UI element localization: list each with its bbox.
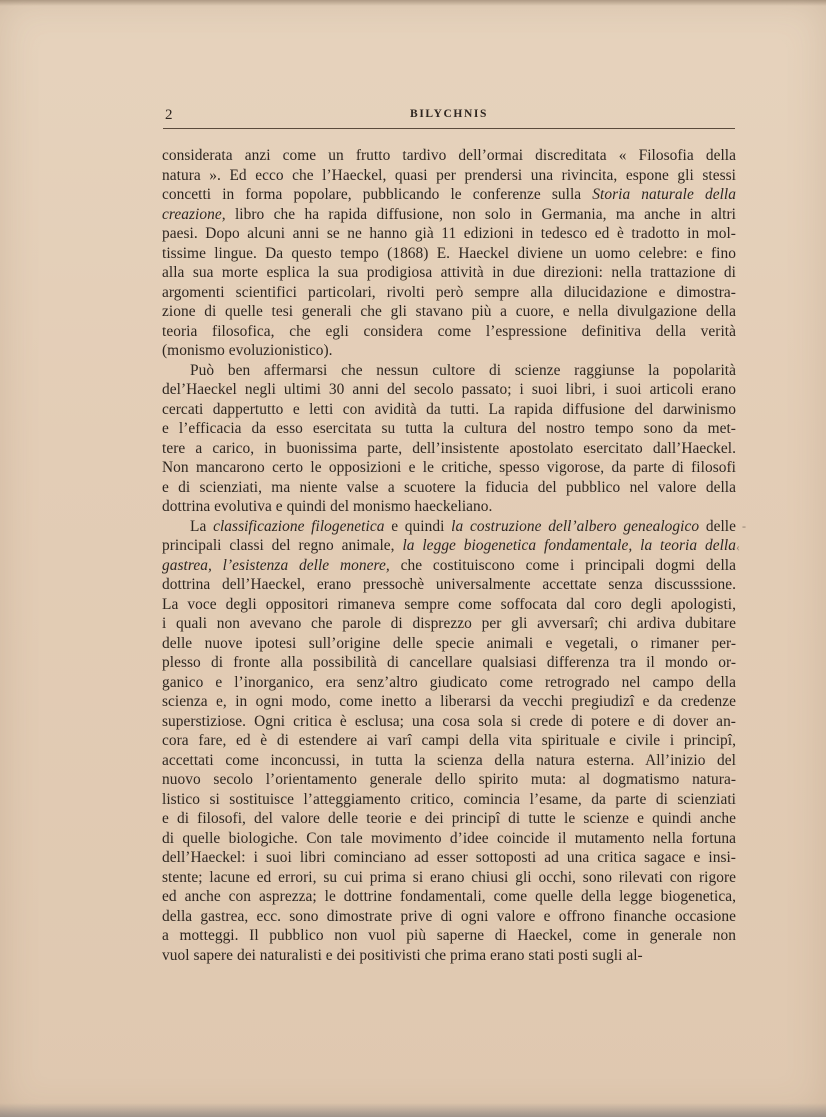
text-line <box>162 809 736 829</box>
text-line <box>162 712 736 732</box>
text-segment: considerata anzi come un frutto tardivo dell’ormai discreditata « Filosofia della <box>162 147 736 164</box>
page-number: 2 <box>165 107 173 123</box>
text-segment: nuovo secolo l’orientamento generale dello spirito muta: al dogmatismo natura- <box>162 771 736 788</box>
text-line <box>162 926 736 946</box>
text-segment: listico si sostituisce l’atteggiamento critico, comincia l’esame, da parte di scienziati <box>162 790 736 808</box>
text-line <box>162 478 736 498</box>
text-segment: cora fare, ed è di estendere ai varî campi della vita spirituale e civile i principî, <box>162 732 736 749</box>
text-segment: e quindi <box>384 517 452 535</box>
text-line <box>162 458 736 478</box>
text-line <box>162 205 736 225</box>
text-line <box>162 419 736 439</box>
text-line <box>162 887 736 907</box>
text-segment: tere a carico, in buonissima parte, dell’insistente apostolato esercitato dall’Haeckel. <box>162 439 736 457</box>
text-segment: i quali non avevano che parole di disprezzo per gli avversarî; chi ardiva dubitare <box>162 615 736 632</box>
text-segment: di quelle biologiche. Con tale movimento d’idee coincide il mutamento nella fortuna <box>162 829 736 847</box>
text-segment: cercati dappertutto e letti con avidità da tutti. La rapida diffusione del darwinismo <box>162 400 736 418</box>
text-segment: e di filosofi, del valore delle teorie e dei principî di tutte le scienze e quindi anche <box>162 810 736 827</box>
text-line <box>162 263 736 283</box>
text-line <box>162 302 736 322</box>
text-segment: zione di quelle tesi generali che gli stavano più a cuore, e nella divulgazione della <box>162 303 736 320</box>
text-segment: teoria filosofica, che egli considera come l’espressione definitiva della verità <box>162 322 736 340</box>
text-segment: La <box>190 517 214 535</box>
text-segment: e di scienziati, ma niente valse a scuotere la fiducia del pubblico nel valore della <box>162 478 736 496</box>
text-segment: La voce degli oppositori rimaneva sempre come soffocata dal coro degli apologisti, <box>162 595 736 613</box>
text-line <box>162 634 736 654</box>
text-segment: natura ». Ed ecco che l’Haeckel, quasi per prendersi una rivincita, espone gli stessi <box>162 166 736 184</box>
text-line <box>162 907 736 927</box>
paragraph <box>162 146 736 361</box>
text-line <box>162 868 736 888</box>
text-segment: stente; lacune ed errori, su cui prima si erano chiusi gli occhi, sono rilevati con rigore <box>162 868 736 886</box>
text-segment: tissime lingue. Da questo tempo (1868) E. Haeckel diviene un uomo celebre: e fino <box>162 244 736 262</box>
text-segment: dottrina dell’Haeckel, erano pressochè universalmente accettate senza discusssione. <box>162 576 736 593</box>
bottom-paper-edge <box>0 1103 826 1117</box>
text-segment: ed anche con asprezza; le dottrine fondamentali, come quelle della legge biogenetica, <box>162 888 736 905</box>
text-line <box>162 653 736 673</box>
paragraph <box>162 517 736 966</box>
italic-text: la legge biogenetica fondamentale, la teoria della <box>402 537 736 554</box>
text-segment: del’Haeckel negli ultimi 30 anni del secolo passato; i suoi libri, i suoi articoli erano <box>162 381 736 398</box>
text-line <box>162 166 736 186</box>
text-line <box>162 595 736 615</box>
text-line <box>162 731 736 751</box>
text-segment: principali classi del regno animale, <box>162 537 403 554</box>
text-segment: vuol sapere dei naturalisti e dei positivisti che prima erano stati posti sugli al- <box>162 946 643 964</box>
text-segment: ganico e l’inorganico, era senz’altro giudicato come retrogrado nel campo della <box>162 673 736 691</box>
italic-text: la costruzione dell’albero genealogico <box>451 517 700 535</box>
text-segment: argomenti scientifici particolari, rivolti però sempre alla dilucidazione e dimostra- <box>162 283 736 301</box>
text-line <box>162 497 736 517</box>
text-line <box>162 790 736 810</box>
text-segment: (monismo evoluzionistico). <box>162 342 333 359</box>
paragraph <box>162 361 736 517</box>
text-line <box>162 536 736 556</box>
text-line <box>162 556 736 576</box>
italic-text: classificazione filogenetica <box>213 517 385 535</box>
text-segment: accettati come inconcussi, in tutta la scienza della natura esterna. All’inizio del <box>162 751 736 769</box>
body-text <box>162 146 736 965</box>
text-line <box>162 283 736 303</box>
running-title: BILYCHNIS <box>410 108 488 120</box>
text-line <box>162 829 736 849</box>
text-segment: a motteggi. Il pubblico non vuol più saperne di Haeckel, come in generale non <box>162 927 736 944</box>
text-line <box>162 692 736 712</box>
text-line <box>162 224 736 244</box>
page-header <box>163 106 735 128</box>
text-segment: delle nuove ipotesi sull’origine delle specie animali e vegetali, o rimaner per- <box>162 634 736 652</box>
top-paper-edge <box>0 0 826 6</box>
text-segment: scienza e, in ogni modo, come inetto a liberarsi da vecchi pregiudizî e da credenze <box>162 693 736 710</box>
italic-text: gastrea, l’esistenza delle monere, <box>162 556 390 574</box>
text-line <box>162 575 736 595</box>
text-line <box>162 146 736 166</box>
stray-mark: - <box>742 519 746 533</box>
text-line <box>162 614 736 634</box>
text-line <box>162 400 736 420</box>
text-line <box>162 946 736 966</box>
text-line <box>162 751 736 771</box>
text-line <box>162 361 736 381</box>
text-line <box>162 185 736 205</box>
text-segment: libro che ha rapida diffusione, non solo in Germania, ma anche in altri <box>225 205 736 223</box>
text-segment: e l’efficacia da esso esercitata su tutta la cultura del nostro tempo sono da met- <box>162 420 736 437</box>
text-line <box>162 770 736 790</box>
text-segment: paesi. Dopo alcuni anni se ne hanno già 11 edizioni in tedesco ed è tradotto in mol- <box>162 225 736 242</box>
stray-mark: ‹ <box>736 540 740 554</box>
italic-text: Storia naturale della <box>592 186 736 203</box>
text-segment: alla sua morte esplica la sua prodigiosa attività in due direzioni: nella trattazione di <box>162 264 736 281</box>
text-segment: dottrina evolutiva e quindi del monismo haeckeliano. <box>162 498 493 515</box>
text-line <box>162 848 736 868</box>
header-rule <box>163 128 735 129</box>
text-line <box>162 673 736 693</box>
text-segment: concetti in forma popolare, pubblicando le conferenze sulla <box>162 186 593 203</box>
text-line <box>162 517 736 537</box>
text-segment: dell’Haeckel: i suoi libri cominciano ad esser sottoposti ad una critica sagace e insi- <box>162 849 736 866</box>
text-segment: plesso di fronte alla possibilità di cancellare qualsiasi differenza tra il mondo or- <box>162 654 736 671</box>
text-segment: Non mancarono certo le opposizioni e le critiche, spesso vigorose, da parte di filosofi <box>162 459 736 476</box>
text-line <box>162 322 736 342</box>
text-line <box>162 244 736 264</box>
text-line <box>162 341 736 361</box>
text-segment: delle <box>699 517 736 535</box>
italic-text: creazione, <box>162 205 226 223</box>
text-segment: che costituiscono come i principali dogmi della <box>389 556 736 574</box>
text-segment: superstiziose. Ogni critica è esclusa; una cosa sola si crede di potere e di dover an- <box>162 712 736 730</box>
text-line <box>162 380 736 400</box>
text-segment: della gastrea, ecc. sono dimostrate prive di ogni valore e offrono finanche occasione <box>162 907 736 925</box>
text-line <box>162 439 736 459</box>
text-segment: Può ben affermarsi che nessun cultore di scienze raggiunse la popolarità <box>190 361 736 379</box>
